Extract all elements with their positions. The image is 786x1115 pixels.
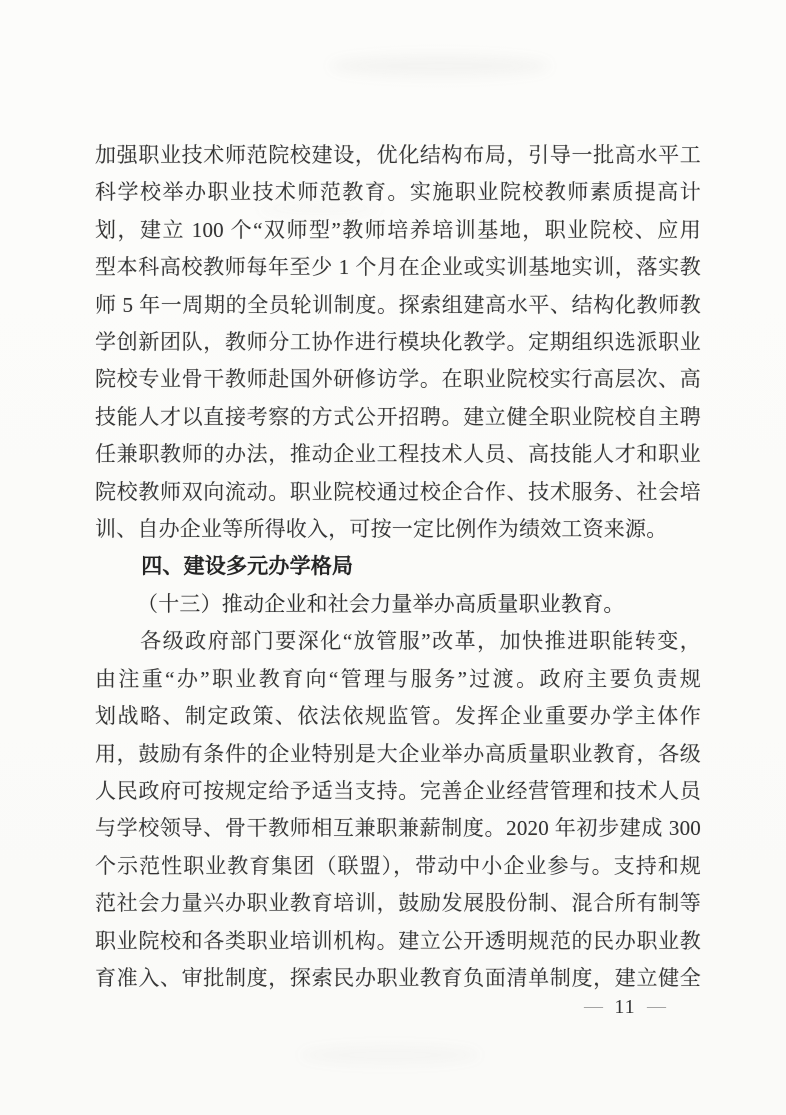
page-number xyxy=(584,995,666,1019)
text-line: 用，鼓励有条件的企业特别是大企业举办高质量职业教育，各级 xyxy=(95,741,701,766)
text-line: 训、自办企业等所得收入，可按一定比例作为绩效工资来源。 xyxy=(95,517,668,542)
subsection-heading: （十三）推动企业和社会力量举办高质量职业教育。 xyxy=(137,591,625,616)
section-heading: 四、建设多元办学格局 xyxy=(141,555,354,579)
text-line: 由注重“办”职业教育向“管理与服务”过渡。政府主要负责规 xyxy=(95,666,701,691)
page-number-dash-left: — xyxy=(584,997,603,1016)
text-line: 范社会力量兴办职业教育培训，鼓励发展股份制、混合所有制等 xyxy=(95,891,701,916)
scan-smudge-bottom xyxy=(300,1045,480,1065)
text-line: 划，建立 100 个“双师型”教师培养培训基地，职业院校、应用 xyxy=(95,217,701,242)
text-line: 育准入、审批制度，探索民办职业教育负面清单制度，建立健全 xyxy=(95,965,701,990)
text-line: 师 5 年一周期的全员轮训制度。探索组建高水平、结构化教师教 xyxy=(95,292,701,317)
text-line: 与学校领导、骨干教师相互兼职兼薪制度。2020 年初步建成 300 xyxy=(95,816,701,841)
text-line: 加强职业技术师范院校建设，优化结构布局，引导一批高水平工 xyxy=(95,143,701,167)
text-line: 任兼职教师的办法，推动企业工程技术人员、高技能人才和职业 xyxy=(95,442,701,467)
text-line: 院校教师双向流动。职业院校通过校企合作、技术服务、社会培 xyxy=(95,479,701,504)
text-line: 个示范性职业教育集团（联盟），带动中小企业参与。支持和规 xyxy=(95,853,701,878)
text-line: 学创新团队，教师分工协作进行模块化教学。定期组织选派职业 xyxy=(95,330,701,355)
page-number-value: 11 xyxy=(614,995,636,1018)
page-number-dash-right: — xyxy=(646,997,666,1016)
text-line: 职业院校和各类职业培训机构。建立公开透明规范的民办职业教 xyxy=(95,928,701,953)
text-line: 院校专业骨干教师赴国外研修访学。在职业院校实行高层次、高 xyxy=(95,367,701,392)
text-line: 科学校举办职业技术师范教育。实施职业院校教师素质提高计 xyxy=(95,180,701,205)
text-line: 划战略、制定政策、依法依规监管。发挥企业重要办学主体作 xyxy=(95,704,701,729)
text-line: 各级政府部门要深化“放管服”改革，加快推进职能转变， xyxy=(140,629,701,654)
scan-smudge-top xyxy=(330,55,550,77)
text-line: 技能人才以直接考察的方式公开招聘。建立健全职业院校自主聘 xyxy=(95,404,701,429)
text-block xyxy=(95,137,701,997)
paragraph-2 xyxy=(95,623,701,997)
paragraph-continuation xyxy=(95,137,701,548)
text-line: 型本科高校教师每年至少 1 个月在企业或实训基地实训，落实教 xyxy=(95,255,701,280)
text-line: 人民政府可按规定给予适当支持。完善企业经营管理和技术人员 xyxy=(95,778,701,803)
